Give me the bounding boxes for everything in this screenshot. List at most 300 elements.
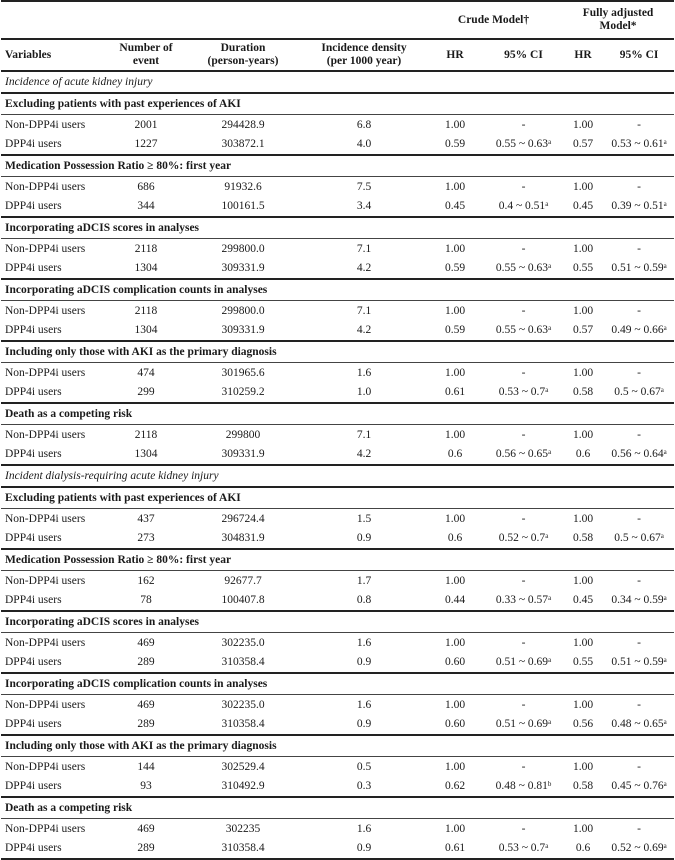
cell-label: Non-DPP4i users (5, 242, 86, 255)
cell-ci-crude (485, 839, 562, 860)
ci-adjusted-value: 0.49 ~ 0.66 (611, 324, 664, 337)
cell-ci-crude (485, 653, 562, 674)
cell-events: 289 (109, 839, 183, 860)
ci-adjusted-footnote: a (663, 262, 667, 271)
cell-hr-crude: 0.6 (425, 529, 485, 550)
cell-hr-crude: 1.00 (444, 822, 466, 835)
cell-label: Non-DPP4i users (5, 428, 86, 441)
ci-adjusted-value: 0.5 ~ 0.67 (614, 532, 661, 545)
cell-duration: 296724.4 (221, 512, 265, 525)
ci-adjusted-footnote: a (663, 200, 667, 209)
table-row (1, 259, 674, 280)
cell-events: 1304 (109, 445, 183, 466)
table-row (1, 115, 674, 135)
cell-ci-adjusted (604, 509, 674, 529)
subsection-row (1, 279, 674, 301)
cell-ci-adjusted (604, 571, 674, 591)
cell-hr-adjusted: 1.00 (572, 636, 594, 649)
ci-crude-value: - (521, 180, 526, 193)
cell-label: DPP4i users (1, 715, 109, 736)
cell-density: 3.4 (303, 197, 425, 218)
cell-hr-crude: 1.00 (444, 698, 466, 711)
cell-hr-crude: 0.62 (425, 777, 485, 798)
cell-label: Non-DPP4i users (5, 760, 86, 773)
col-hr-crude: HR (425, 39, 485, 71)
ci-crude-footnote: a (548, 448, 552, 457)
subsection-row (1, 735, 674, 757)
cell-events: 686 (137, 180, 155, 193)
cell-ci-adjusted (604, 135, 674, 156)
table-row (1, 301, 674, 321)
cell-label: DPP4i users (1, 591, 109, 612)
cell-duration: 100407.8 (183, 591, 303, 612)
subsection-row (1, 403, 674, 425)
cell-hr-crude: 1.00 (444, 574, 466, 587)
cell-duration: 309331.9 (183, 259, 303, 280)
cell-ci-adjusted (604, 839, 674, 860)
subsection-row (1, 549, 674, 571)
cell-duration: 303872.1 (183, 135, 303, 156)
ci-crude-footnote: a (545, 386, 549, 395)
cell-ci-adjusted (604, 259, 674, 280)
ci-adjusted-value: 0.52 ~ 0.69 (611, 842, 664, 855)
cell-events: 273 (109, 529, 183, 550)
cell-duration: 302235.0 (221, 636, 265, 649)
cell-ci-adjusted (604, 591, 674, 612)
ci-adjusted-footnote: a (663, 324, 667, 333)
cell-label: DPP4i users (1, 259, 109, 280)
cell-duration: 294428.9 (221, 118, 265, 131)
cell-label: Non-DPP4i users (5, 574, 86, 587)
cell-hr-crude: 0.45 (425, 197, 485, 218)
adjusted-model-header-line1: Fully adjusted (582, 7, 654, 19)
ci-crude-value: - (521, 304, 526, 317)
col-ci-adjusted: 95% CI (604, 39, 674, 71)
ci-crude-footnote: b (547, 780, 552, 789)
ci-crude-value: 0.53 ~ 0.7 (498, 842, 546, 855)
cell-hr-crude: 1.00 (444, 366, 466, 379)
subsection-title: Excluding patients with past experiences of AKI (1, 93, 674, 115)
ci-crude-value: - (521, 822, 526, 835)
cell-ci-adjusted (604, 529, 674, 550)
cell-duration: 310358.4 (183, 715, 303, 736)
cell-events: 144 (137, 760, 155, 773)
table-row (1, 633, 674, 653)
table-row (1, 383, 674, 404)
cell-density: 7.5 (356, 180, 372, 193)
ci-adjusted-value: - (637, 242, 641, 255)
cell-density: 1.0 (303, 383, 425, 404)
cell-hr-adjusted: 1.00 (572, 428, 594, 441)
cell-density: 4.2 (303, 445, 425, 466)
cell-events: 474 (137, 366, 155, 379)
table-row (1, 839, 674, 860)
cell-hr-crude: 1.00 (444, 242, 466, 255)
cell-events: 93 (109, 777, 183, 798)
ci-crude-footnote: a (548, 262, 552, 271)
ci-adjusted-value: - (637, 636, 641, 649)
cell-duration: 302529.4 (221, 760, 265, 773)
cell-duration: 302235 (225, 822, 261, 835)
cell-ci-crude (485, 633, 562, 653)
cell-density: 7.1 (356, 304, 372, 317)
cell-ci-adjusted (604, 321, 674, 342)
table-row (1, 363, 674, 383)
cell-hr-crude: 1.00 (444, 180, 466, 193)
cell-ci-adjusted (604, 777, 674, 798)
cell-hr-crude: 1.00 (444, 760, 466, 773)
crude-model-header: Crude Model† (425, 1, 562, 39)
subsection-title: Incorporating aDCIS scores in analyses (1, 217, 674, 239)
ci-adjusted-footnote: a (663, 448, 667, 457)
cell-hr-crude: 0.60 (425, 715, 485, 736)
cell-duration: 302235.0 (221, 698, 265, 711)
cell-duration: 299800.0 (221, 304, 265, 317)
cell-duration: 301965.6 (221, 366, 265, 379)
section-row (1, 465, 674, 487)
subsection-row (1, 155, 674, 177)
cell-ci-crude (485, 819, 562, 839)
cell-events: 469 (137, 822, 155, 835)
ci-crude-value: - (521, 512, 526, 525)
ci-adjusted-value: - (637, 698, 641, 711)
ci-crude-value: 0.52 ~ 0.7 (498, 532, 546, 545)
ci-crude-value: - (521, 760, 526, 773)
ci-crude-value: 0.48 ~ 0.81 (495, 780, 548, 793)
cell-hr-adjusted: 0.57 (562, 321, 604, 342)
cell-ci-crude (485, 777, 562, 798)
cell-label: DPP4i users (1, 197, 109, 218)
ci-adjusted-footnote: a (663, 138, 667, 147)
cell-ci-adjusted (604, 363, 674, 383)
cell-events: 299 (109, 383, 183, 404)
cell-ci-crude (485, 383, 562, 404)
cell-ci-crude (485, 757, 562, 777)
ci-crude-value: - (521, 366, 526, 379)
cell-density: 1.7 (356, 574, 372, 587)
cell-label: DPP4i users (1, 383, 109, 404)
cell-ci-adjusted (604, 301, 674, 321)
ci-crude-footnote: a (548, 138, 552, 147)
cell-label: DPP4i users (1, 529, 109, 550)
col-duration (183, 39, 303, 71)
ci-crude-value: 0.55 ~ 0.63 (495, 324, 549, 337)
ci-adjusted-value: 0.5 ~ 0.67 (614, 386, 661, 399)
cell-events: 344 (109, 197, 183, 218)
cell-ci-adjusted (604, 715, 674, 736)
cell-duration: 299800.0 (221, 242, 265, 255)
ci-adjusted-footnote: a (663, 718, 667, 727)
cell-duration: 309331.9 (183, 445, 303, 466)
cell-ci-adjusted (604, 653, 674, 674)
cell-label: DPP4i users (1, 321, 109, 342)
cell-ci-adjusted (604, 197, 674, 218)
cell-events: 1227 (109, 135, 183, 156)
subsection-title: Excluding patients with past experiences of AKI (1, 487, 674, 509)
ci-adjusted-value: - (637, 512, 641, 525)
table-row (1, 591, 674, 612)
cell-events: 469 (137, 698, 155, 711)
cell-hr-adjusted: 1.00 (572, 512, 594, 525)
cell-hr-crude: 0.61 (425, 383, 485, 404)
ci-adjusted-value: 0.39 ~ 0.51 (611, 200, 664, 213)
col-ci-crude: 95% CI (485, 39, 562, 71)
ci-crude-footnote: a (548, 594, 552, 603)
cell-ci-crude (485, 591, 562, 612)
cell-density: 4.0 (303, 135, 425, 156)
cell-hr-adjusted: 1.00 (572, 574, 594, 587)
subsection-row (1, 217, 674, 239)
ci-adjusted-value: 0.51 ~ 0.59 (611, 656, 664, 669)
cell-ci-adjusted (604, 445, 674, 466)
cell-ci-crude (485, 509, 562, 529)
cell-ci-adjusted (604, 633, 674, 653)
subsection-title: Medication Possession Ratio ≥ 80%: first year (1, 549, 674, 571)
cell-label: DPP4i users (1, 445, 109, 466)
ci-crude-value: 0.51 ~ 0.69 (495, 718, 549, 731)
cell-hr-adjusted: 0.58 (562, 529, 604, 550)
col-density-line1: Incidence density (321, 42, 407, 54)
cell-hr-crude: 0.59 (425, 259, 485, 280)
cell-events: 2118 (134, 304, 158, 317)
ci-crude-footnote: a (545, 200, 549, 209)
ci-crude-value: 0.55 ~ 0.63 (495, 138, 549, 151)
cell-label: Non-DPP4i users (5, 304, 86, 317)
ci-crude-value: - (521, 118, 526, 131)
subsection-row (1, 341, 674, 363)
cell-hr-crude: 1.00 (444, 118, 466, 131)
table-row (1, 425, 674, 445)
cell-duration: 91932.6 (224, 180, 262, 193)
table-row (1, 571, 674, 591)
cell-duration: 310358.4 (183, 839, 303, 860)
cell-density: 4.2 (303, 259, 425, 280)
cell-hr-crude: 1.00 (444, 304, 466, 317)
cell-density: 0.9 (303, 715, 425, 736)
table-row (1, 695, 674, 715)
ci-crude-value: 0.55 ~ 0.63 (495, 262, 549, 275)
ci-crude-value: - (521, 636, 526, 649)
adjusted-model-header (562, 1, 674, 39)
table-row (1, 529, 674, 550)
cell-events: 2118 (134, 242, 158, 255)
subsection-row (1, 797, 674, 819)
ci-adjusted-value: - (637, 366, 641, 379)
cell-hr-crude: 0.6 (425, 445, 485, 466)
cell-hr-adjusted: 1.00 (572, 760, 594, 773)
cell-ci-crude (485, 695, 562, 715)
ci-crude-value: - (521, 574, 526, 587)
ci-adjusted-value: - (637, 760, 641, 773)
ci-adjusted-value: 0.34 ~ 0.59 (611, 594, 664, 607)
section-title: Incidence of acute kidney injury (1, 71, 674, 93)
cell-ci-adjusted (604, 177, 674, 197)
subsection-row (1, 93, 674, 115)
ci-adjusted-value: 0.53 ~ 0.61 (611, 138, 664, 151)
cell-hr-crude: 0.61 (425, 839, 485, 860)
col-events (109, 39, 183, 71)
ci-adjusted-value: - (637, 822, 641, 835)
ci-crude-footnote: a (548, 656, 552, 665)
subsection-title: Incorporating aDCIS complication counts in analyses (1, 673, 674, 695)
subsection-title: Incorporating aDCIS complication counts in analyses (1, 279, 674, 301)
ci-adjusted-value: - (637, 574, 641, 587)
cell-ci-crude (485, 301, 562, 321)
ci-adjusted-footnote: a (663, 780, 667, 789)
cell-duration: 92677.7 (224, 574, 262, 587)
table-row (1, 445, 674, 466)
cell-label: Non-DPP4i users (5, 636, 86, 649)
cell-density: 1.6 (356, 636, 372, 649)
cell-events: 1304 (109, 259, 183, 280)
cell-label: DPP4i users (1, 135, 109, 156)
table-body (1, 71, 674, 859)
cell-ci-crude (485, 363, 562, 383)
cell-density: 6.8 (356, 118, 372, 131)
cell-ci-crude (485, 135, 562, 156)
cell-ci-crude (485, 715, 562, 736)
cell-density: 0.5 (356, 760, 372, 773)
ci-adjusted-value: - (637, 118, 641, 131)
ci-crude-value: 0.53 ~ 0.7 (498, 386, 546, 399)
cell-hr-adjusted: 1.00 (572, 366, 594, 379)
cell-hr-crude: 0.59 (425, 135, 485, 156)
cell-ci-crude (485, 177, 562, 197)
ci-crude-value: - (521, 242, 526, 255)
cell-duration: 299800 (225, 428, 261, 441)
cell-hr-adjusted: 0.45 (562, 591, 604, 612)
ci-crude-value: - (521, 698, 526, 711)
cell-ci-crude (485, 321, 562, 342)
cell-hr-crude: 1.00 (444, 636, 466, 649)
table-row (1, 321, 674, 342)
cell-density: 4.2 (303, 321, 425, 342)
table-row (1, 135, 674, 156)
ci-adjusted-value: - (637, 428, 641, 441)
cell-density: 0.9 (303, 653, 425, 674)
cell-duration: 310492.9 (183, 777, 303, 798)
cell-hr-adjusted: 1.00 (572, 822, 594, 835)
cell-density: 1.5 (356, 512, 372, 525)
subsection-title: Including only those with AKI as the primary diagnosis (1, 341, 674, 363)
cell-hr-crude: 1.00 (444, 428, 466, 441)
col-events-line2: event (132, 55, 160, 67)
adjusted-model-header-line2: Model* (599, 20, 637, 32)
cell-label: Non-DPP4i users (5, 118, 86, 131)
results-table (1, 0, 674, 860)
cell-label: DPP4i users (1, 839, 109, 860)
cell-label: DPP4i users (1, 653, 109, 674)
table-row (1, 239, 674, 259)
cell-duration: 100161.5 (183, 197, 303, 218)
cell-hr-adjusted: 1.00 (572, 304, 594, 317)
cell-hr-crude: 0.59 (425, 321, 485, 342)
ci-crude-value: 0.4 ~ 0.51 (498, 200, 546, 213)
subsection-title: Incorporating aDCIS scores in analyses (1, 611, 674, 633)
ci-crude-footnote: a (548, 718, 552, 727)
ci-crude-value: 0.56 ~ 0.65 (495, 448, 549, 461)
section-title: Incident dialysis-requiring acute kidney injury (1, 465, 674, 487)
col-events-line1: Number of (119, 42, 173, 54)
cell-ci-crude (485, 571, 562, 591)
cell-events: 289 (109, 715, 183, 736)
subsection-title: Death as a competing risk (1, 797, 674, 819)
cell-events: 1304 (109, 321, 183, 342)
col-density (303, 39, 425, 71)
cell-ci-adjusted (604, 425, 674, 445)
cell-ci-crude (485, 445, 562, 466)
subsection-title: Including only those with AKI as the primary diagnosis (1, 735, 674, 757)
cell-label: Non-DPP4i users (5, 180, 86, 193)
section-row (1, 71, 674, 93)
table-row (1, 653, 674, 674)
ci-adjusted-value: 0.51 ~ 0.59 (611, 262, 664, 275)
cell-events: 2118 (134, 428, 158, 441)
cell-ci-crude (485, 259, 562, 280)
col-hr-adjusted: HR (562, 39, 604, 71)
ci-adjusted-value: 0.48 ~ 0.65 (611, 718, 664, 731)
cell-density: 1.6 (356, 822, 372, 835)
cell-hr-adjusted: 1.00 (572, 242, 594, 255)
ci-adjusted-value: - (637, 304, 641, 317)
cell-events: 78 (109, 591, 183, 612)
cell-hr-crude: 0.60 (425, 653, 485, 674)
ci-adjusted-footnote: a (660, 386, 664, 395)
ci-adjusted-value: 0.56 ~ 0.64 (611, 448, 664, 461)
cell-hr-adjusted: 1.00 (572, 118, 594, 131)
cell-events: 289 (109, 653, 183, 674)
subsection-row (1, 487, 674, 509)
cell-ci-adjusted (604, 757, 674, 777)
cell-ci-adjusted (604, 239, 674, 259)
ci-crude-value: 0.33 ~ 0.57 (495, 594, 549, 607)
cell-ci-adjusted (604, 695, 674, 715)
ci-adjusted-footnote: a (663, 842, 667, 851)
col-variables: Variables (1, 39, 109, 71)
cell-duration: 309331.9 (183, 321, 303, 342)
cell-hr-adjusted: 0.57 (562, 135, 604, 156)
ci-adjusted-footnote: a (663, 656, 667, 665)
cell-hr-adjusted: 0.58 (562, 383, 604, 404)
subsection-title: Medication Possession Ratio ≥ 80%: first year (1, 155, 674, 177)
cell-ci-adjusted (604, 383, 674, 404)
cell-label: Non-DPP4i users (5, 366, 86, 379)
cell-events: 162 (137, 574, 155, 587)
cell-hr-adjusted: 0.58 (562, 777, 604, 798)
cell-ci-crude (485, 425, 562, 445)
cell-duration: 310358.4 (183, 653, 303, 674)
table-row (1, 777, 674, 798)
ci-adjusted-footnote: a (663, 594, 667, 603)
cell-density: 7.1 (356, 242, 372, 255)
table-row (1, 757, 674, 777)
table-row (1, 509, 674, 529)
cell-events: 469 (137, 636, 155, 649)
table-row (1, 715, 674, 736)
cell-hr-adjusted: 0.6 (562, 445, 604, 466)
ci-adjusted-value: - (637, 180, 641, 193)
cell-label: DPP4i users (1, 777, 109, 798)
col-density-line2: (per 1000 year) (326, 55, 402, 67)
cell-hr-adjusted: 0.56 (562, 715, 604, 736)
cell-label: Non-DPP4i users (5, 698, 86, 711)
subsection-row (1, 611, 674, 633)
cell-hr-adjusted: 1.00 (572, 698, 594, 711)
cell-density: 0.3 (303, 777, 425, 798)
cell-hr-adjusted: 0.45 (562, 197, 604, 218)
col-duration-line2: (person-years) (207, 55, 279, 67)
ci-crude-footnote: a (545, 842, 549, 851)
